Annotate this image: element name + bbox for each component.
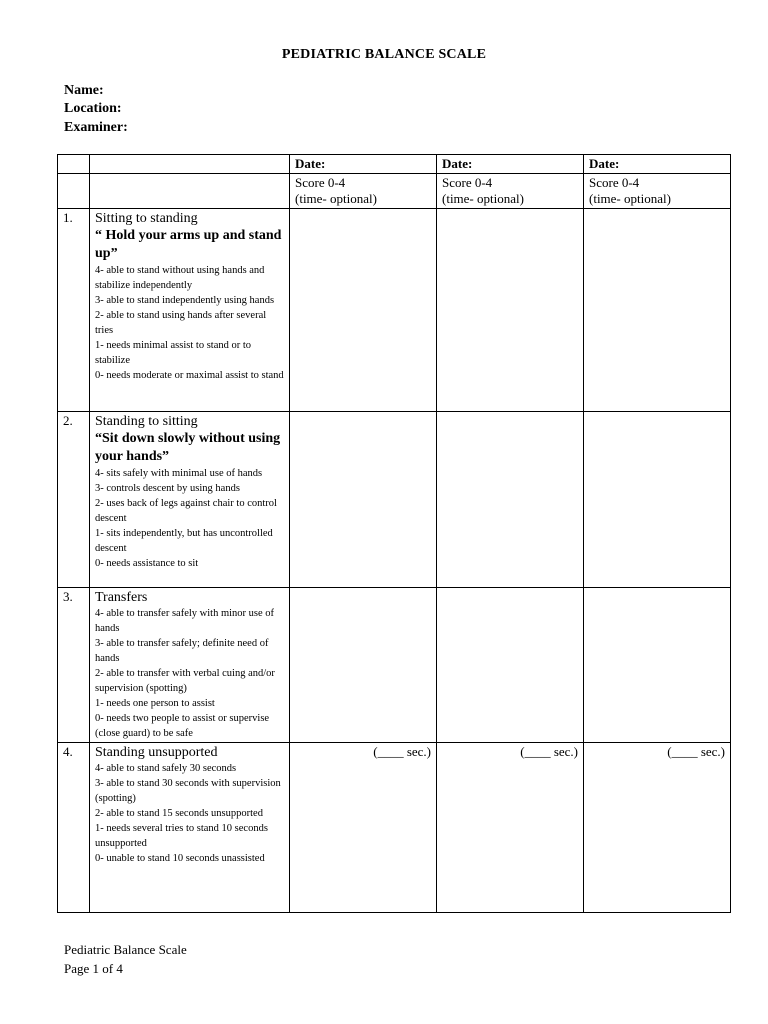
criteria-item: 1- needs several tries to stand 10 seconds unsupported (95, 823, 268, 849)
examiner-label: Examiner: (64, 120, 128, 135)
score-cell[interactable] (437, 412, 584, 588)
criteria-item: 4- able to stand without using hands and stabilize independently (95, 265, 265, 291)
time-label: (time- optional) (589, 191, 671, 206)
document-title: PEDIATRIC BALANCE SCALE (281, 47, 487, 62)
item-description (90, 588, 290, 743)
score-cell[interactable] (290, 209, 437, 412)
score-label: Score 0-4 (589, 175, 640, 190)
criteria-item: 4- able to stand safely 30 seconds (95, 763, 237, 774)
score-cell[interactable] (584, 588, 731, 743)
item-row (58, 588, 731, 743)
score-cell[interactable] (437, 588, 584, 743)
criteria-item: 3- controls descent by using hands (95, 483, 240, 494)
criteria-item: 3- able to stand 30 seconds with supervision (spotting) (95, 778, 281, 804)
score-label: Score 0-4 (442, 175, 493, 190)
score-header-1 (290, 174, 437, 209)
item-instruction: “ Hold your arms up and stand up” (95, 228, 282, 261)
score-cell[interactable] (584, 209, 731, 412)
criteria-list (95, 263, 284, 383)
score-cell[interactable] (584, 412, 731, 588)
seconds-cell[interactable]: (____ sec.) (584, 743, 731, 913)
score-label: Score 0-4 (295, 175, 346, 190)
item-row (58, 412, 731, 588)
criteria-item: 0- needs assistance to sit (95, 558, 199, 569)
item-description (90, 743, 290, 913)
criteria-item: 1- needs minimal assist to stand or to stabilize (95, 340, 252, 366)
item-number: 4. (58, 743, 90, 913)
score-header-2 (437, 174, 584, 209)
item-instruction: “Sit down slowly without using your hands” (95, 431, 281, 464)
criteria-item: 0- needs two people to assist or supervise (close guard) to be safe (95, 713, 270, 739)
criteria-item: 0- needs moderate or maximal assist to stand (95, 370, 284, 381)
footer-page-number: Page 1 of 4 (64, 961, 123, 976)
score-cell[interactable] (437, 209, 584, 412)
score-cell[interactable] (290, 588, 437, 743)
criteria-item: 2- able to stand using hands after several tries (95, 310, 267, 336)
score-row (58, 174, 731, 209)
criteria-list (95, 466, 284, 571)
criteria-item: 2- able to stand 15 seconds unsupported (95, 808, 263, 819)
footer-title: Pediatric Balance Scale (64, 942, 187, 957)
criteria-list (95, 761, 284, 866)
criteria-item: 4- able to transfer safely with minor use of hands (95, 608, 275, 634)
score-header-3 (584, 174, 731, 209)
score-cell[interactable] (290, 412, 437, 588)
criteria-list (95, 606, 284, 741)
criteria-item: 1- sits independently, but has uncontrolled descent (95, 528, 273, 554)
date-header-3: Date: (584, 155, 731, 174)
item-title: Sitting to standing (95, 211, 198, 226)
criteria-item: 2- uses back of legs against chair to control descent (95, 498, 277, 524)
criteria-item: 3- able to stand independently using hands (95, 295, 275, 306)
time-label: (time- optional) (295, 191, 377, 206)
time-label: (time- optional) (442, 191, 524, 206)
criteria-item: 1- needs one person to assist (95, 698, 215, 709)
location-label: Location: (64, 101, 122, 116)
item-title: Standing unsupported (95, 745, 218, 760)
seconds-cell[interactable]: (____ sec.) (437, 743, 584, 913)
item-number: 2. (58, 412, 90, 588)
seconds-cell[interactable]: (____ sec.) (290, 743, 437, 913)
item-description (90, 412, 290, 588)
blank-cell (90, 155, 290, 174)
item-title: Transfers (95, 590, 148, 605)
item-number: 1. (58, 209, 90, 412)
item-number: 3. (58, 588, 90, 743)
criteria-item: 2- able to transfer with verbal cuing and/or supervision (spotting) (95, 668, 275, 694)
item-title: Standing to sitting (95, 414, 198, 429)
criteria-item: 0- unable to stand 10 seconds unassisted (95, 853, 265, 864)
blank-cell (58, 174, 90, 209)
blank-cell (90, 174, 290, 209)
balance-scale-table (57, 154, 731, 913)
item-row (58, 209, 731, 412)
name-label: Name: (64, 83, 104, 98)
date-header-2: Date: (437, 155, 584, 174)
item-description (90, 209, 290, 412)
criteria-item: 3- able to transfer safely; definite need of hands (95, 638, 269, 664)
date-row (58, 155, 731, 174)
blank-cell (58, 155, 90, 174)
item-row (58, 743, 731, 913)
criteria-item: 4- sits safely with minimal use of hands (95, 468, 263, 479)
date-header-1: Date: (290, 155, 437, 174)
